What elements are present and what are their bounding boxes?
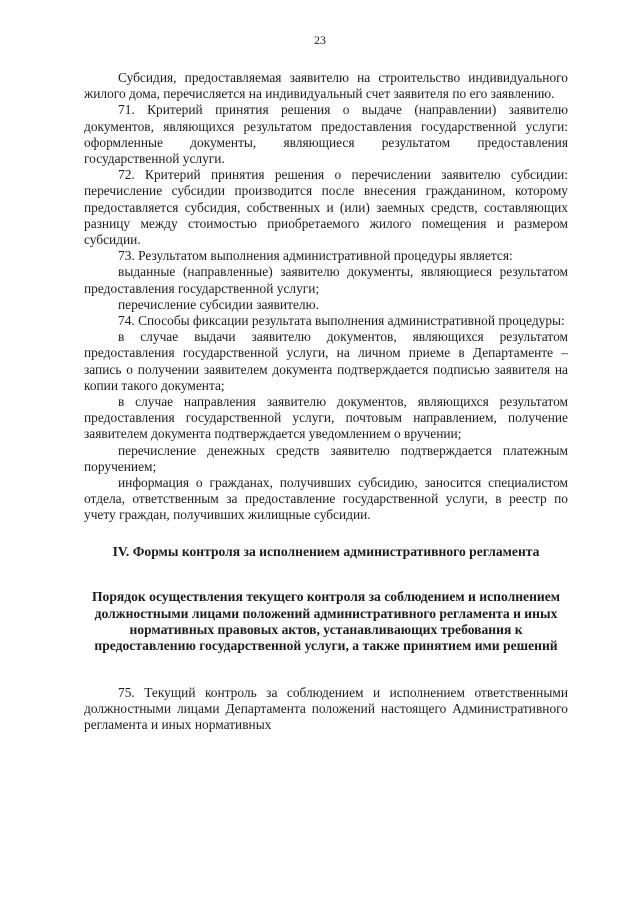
- page-number: 23: [314, 33, 326, 47]
- document-body: [84, 70, 568, 733]
- paragraph-73: 73. Результатом выполнения административной процедуры является:: [118, 248, 513, 264]
- paragraph-74-item-payment: перечисление денежных средств заявителю подтверждается платежным поручением;: [84, 442, 568, 474]
- section-title: IV. Формы контроля за исполнением административного регламента: [112, 543, 540, 559]
- paragraph-75: 75. Текущий контроль за соблюдением и исполнением ответственными должностными лицами Департамента положений настоящего Административного регламента и иных нормативных: [84, 684, 568, 733]
- paragraph-74-item-personal: в случае выдачи заявителю документов, являющихся результатом предоставления государственной услуги, на личном приеме в Департаменте – запись о получении заявителем документа подтверждается подписью заявителя на копии такого документа;: [84, 329, 568, 393]
- paragraph-71: 71. Критерий принятия решения о выдаче (направлении) заявителю документов, являющихся результатом предоставления государственной услуги: оформленные документы, являющиеся результатом предоставления государственной услуги.: [84, 102, 568, 167]
- paragraph-72: 72. Критерий принятия решения о перечислении заявителю субсидии: перечисление субсидии производится после внесения гражданином, которому предоставляется субсидия, собственных и (или) заемных средств, составляющих разницу между стоимостью приобретаемого жилого помещения и размером субсидии.: [84, 167, 568, 248]
- paragraph-74-item-postal: в случае направления заявителю документов, являющихся результатом предоставления государственной услуги, почтовым направлением, получение заявителем документа подтверждается уведомлением о вручении;: [84, 394, 568, 442]
- paragraph-73-item-transfer: перечисление субсидии заявителю.: [118, 296, 319, 312]
- paragraph-73-item-documents: выданные (направленные) заявителю документы, являющиеся результатом предоставления государственной услуги;: [84, 264, 568, 296]
- paragraph-subsidy-transfer: Субсидия, предоставляемая заявителю на строительство индивидуального жилого дома, перечисляется на индивидуальный счет заявителя по его заявлению.: [84, 70, 568, 102]
- subsection-title: Порядок осуществления текущего контроля за соблюдением и исполнением должностными лицами положений административного регламента и иных нормативных правовых актов, устанавливающих требования к предоставлению государственной услуги, а также принятием ими решений: [91, 589, 561, 654]
- paragraph-74: 74. Способы фиксации результата выполнения административной процедуры:: [118, 313, 565, 329]
- paragraph-74-item-registry: информация о гражданах, получивших субсидию, заносится специалистом отдела, ответственным за предоставление государственной услуги, в реестр по учету граждан, получивших жилищные субсидии.: [84, 475, 568, 523]
